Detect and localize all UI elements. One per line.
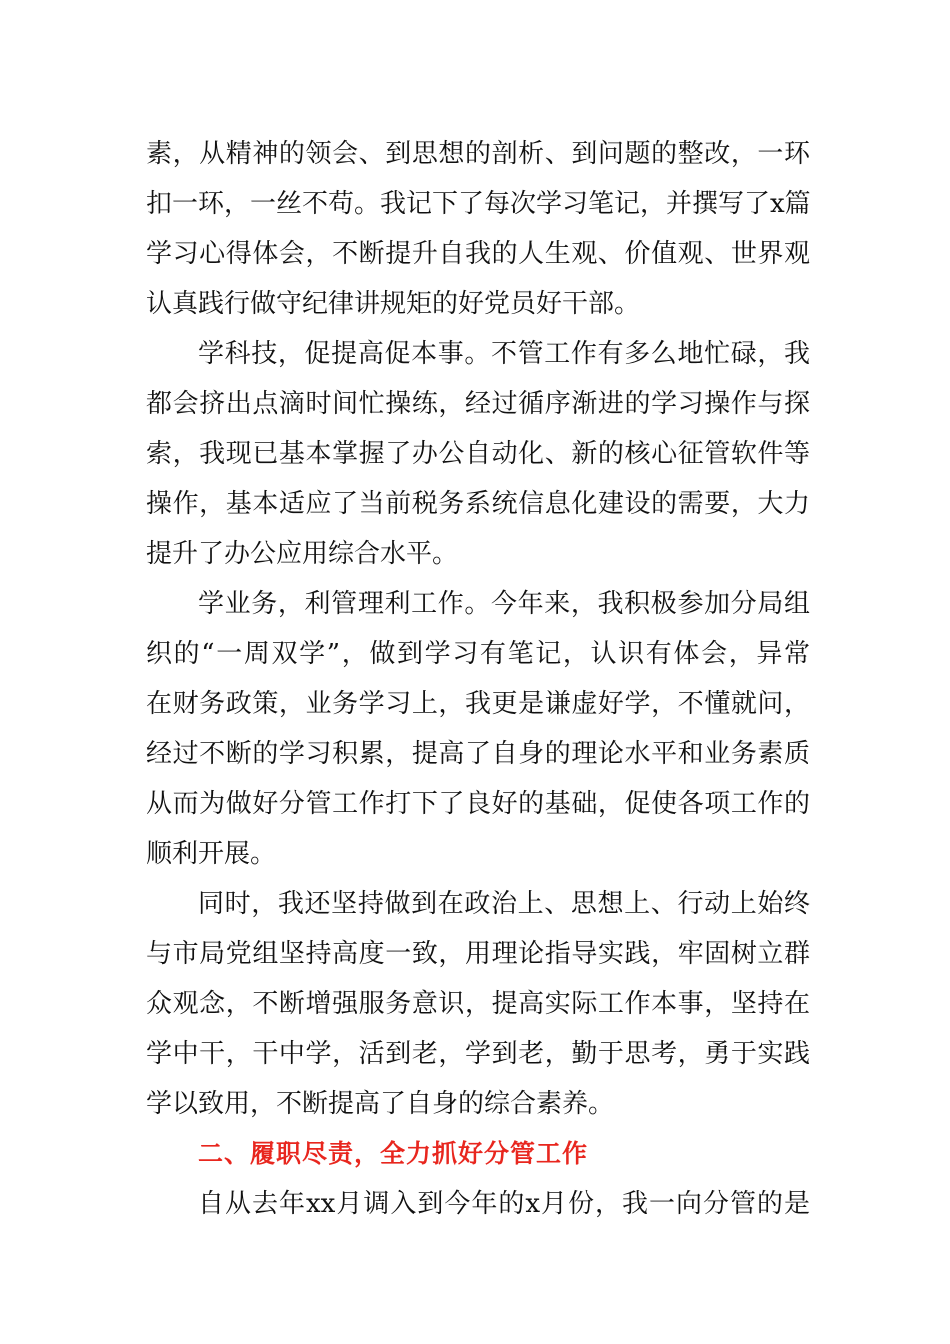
paragraph-line: 顺利开展。 <box>146 839 277 869</box>
section-heading: 二、履职尽责，全力抓好分管工作 <box>198 1139 589 1168</box>
paragraph-line: 都会挤出点滴时间忙操练，经过循序渐进的学习操作与探 <box>146 389 810 419</box>
paragraph-line: 学业务，利管理利工作。今年来，我积极参加分局组 <box>198 589 810 619</box>
paragraph-line: 素，从精神的领会、到思想的剖析、到问题的整改，一环 <box>146 139 810 169</box>
paragraph-line: 学以致用，不断提高了自身的综合素养。 <box>146 1089 615 1119</box>
paragraph-line: 索，我现已基本掌握了办公自动化、新的核心征管软件等 <box>146 439 810 469</box>
paragraph-line: 自从去年xx月调入到今年的x月份，我一向分管的是 <box>198 1189 810 1219</box>
paragraph-line: 经过不断的学习积累，提高了自身的理论水平和业务素质 <box>146 739 810 769</box>
paragraph-line: 提升了办公应用综合水平。 <box>146 539 459 569</box>
paragraph-line: 操作，基本适应了当前税务系统信息化建设的需要，大力 <box>146 489 810 519</box>
paragraph-line: 学科技，促提高促本事。不管工作有多么地忙碌，我 <box>198 339 810 369</box>
paragraph-line: 织的“一周双学”，做到学习有笔记，认识有体会，异常 <box>146 639 810 669</box>
paragraph-line: 从而为做好分管工作打下了良好的基础，促使各项工作的 <box>146 789 810 819</box>
paragraph-line: 认真践行做守纪律讲规矩的好党员好干部。 <box>146 289 641 319</box>
paragraph-line: 与市局党组坚持高度一致，用理论指导实践，牢固树立群 <box>146 939 810 969</box>
paragraph-line: 同时，我还坚持做到在政治上、思想上、行动上始终 <box>198 889 810 919</box>
paragraph-line: 扣一环，一丝不苟。我记下了每次学习笔记，并撰写了x篇 <box>146 189 811 219</box>
paragraph-line: 学习心得体会，不断提升自我的人生观、价值观、世界观 <box>146 239 810 269</box>
paragraph-line: 学中干，干中学，活到老，学到老，勤于思考，勇于实践 <box>146 1039 810 1069</box>
paragraph-line: 众观念，不断增强服务意识，提高实际工作本事，坚持在 <box>146 989 810 1019</box>
paragraph-line: 在财务政策，业务学习上，我更是谦虚好学，不懂就问， <box>146 689 810 719</box>
